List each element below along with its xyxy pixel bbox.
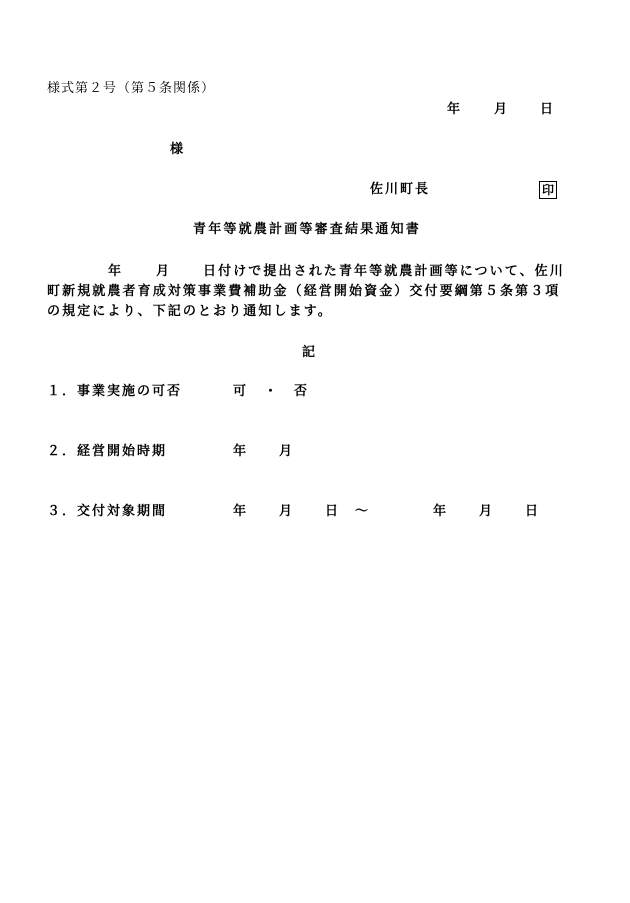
form-label: 様式第２号（第５条関係）	[47, 81, 216, 96]
item-3-from-month: 月	[279, 504, 293, 519]
ki-heading: 記	[302, 345, 316, 360]
item-3-to-day: 日	[525, 504, 539, 519]
item-1-value-a: 可	[233, 384, 247, 399]
date-year: 年	[447, 102, 461, 117]
item-3-from-year: 年	[233, 504, 247, 519]
document-title: 青年等就農計画等審査結果通知書	[193, 222, 422, 237]
item-2-year: 年	[233, 444, 247, 459]
item-3-label: ３．交付対象期間	[47, 504, 168, 519]
body-date-month: 月	[156, 264, 170, 279]
item-1-value-b: 否	[294, 384, 308, 399]
seal-mark: 印	[539, 181, 557, 199]
date-day: 日	[540, 102, 554, 117]
sender-name: 佐川町長	[370, 182, 431, 197]
item-3-to-year: 年	[433, 504, 447, 519]
item-1-label: １．事業実施の可否	[47, 384, 183, 399]
body-line-2: 町新規就農者育成対策事業費補助金（経営開始資金）交付要綱第５条第３項	[47, 284, 561, 299]
body-line-3: の規定により、下記のとおり通知します。	[47, 304, 333, 319]
body-line-1: 日付けで提出された青年等就農計画等について、佐川	[203, 264, 565, 279]
item-3-tilde: ～	[355, 504, 369, 519]
item-2-month: 月	[279, 444, 293, 459]
item-3-from-day: 日	[325, 504, 339, 519]
item-2-label: ２．経営開始時期	[47, 444, 168, 459]
addressee-suffix: 様	[170, 142, 184, 157]
body-date-year: 年	[108, 264, 122, 279]
item-3-to-month: 月	[479, 504, 493, 519]
item-1-separator: ・	[264, 384, 278, 399]
date-month: 月	[494, 102, 508, 117]
